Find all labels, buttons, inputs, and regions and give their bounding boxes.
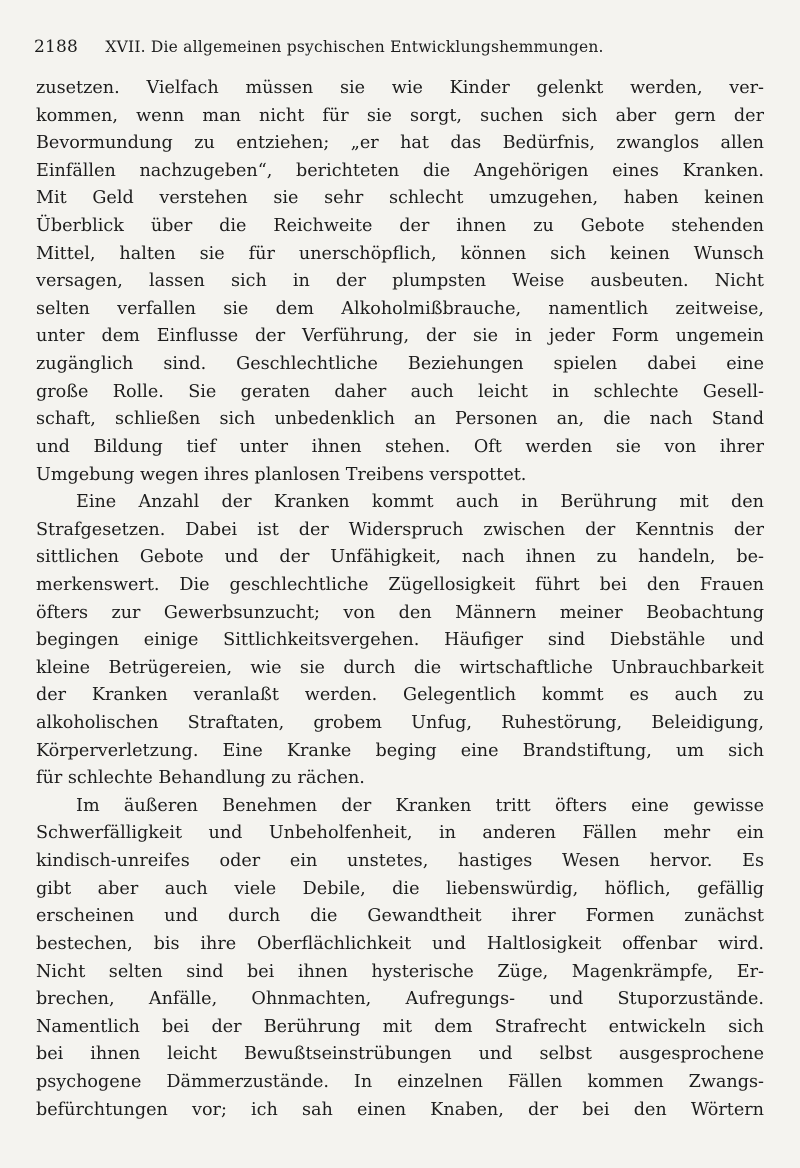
text-line: unter dem Einflusse der Verführung, der sie in jeder Form ungemein <box>36 326 764 347</box>
text-line: für schlechte Behandlung zu rächen. <box>36 768 365 789</box>
text-line: kleine Betrügereien, wie sie durch die wirtschaftliche Unbrauchbarkeit <box>36 657 764 678</box>
text-line: alkoholischen Straftaten, grobem Unfug, Ruhestörung, Beleidigung, <box>36 713 764 734</box>
text-line: Namentlich bei der Berührung mit dem Strafrecht entwickeln sich <box>36 1016 764 1037</box>
running-head <box>34 30 774 64</box>
text-line: versagen, lassen sich in der plumpsten Weise ausbeuten. Nicht <box>36 271 764 292</box>
text-line: zusetzen. Vielfach müssen sie wie Kinder gelenkt werden, ver- <box>36 78 764 98</box>
text-line: kommen, wenn man nicht für sie sorgt, suchen sich aber gern der <box>36 105 764 126</box>
text-line: bestechen, bis ihre Oberflächlichkeit und Haltlosigkeit offenbar wird. <box>36 933 764 954</box>
text-line: befürchtungen vor; ich sah einen Knaben, der bei den Wörtern <box>36 1099 764 1120</box>
text-line: selten verfallen sie dem Alkoholmißbrauche, namentlich zeitweise, <box>36 298 764 319</box>
text-line: schaft, schließen sich unbedenklich an Personen an, die nach Stand <box>36 409 764 430</box>
text-line: begingen einige Sittlichkeitsvergehen. Häufiger sind Diebstähle und <box>36 630 764 651</box>
text-line: Schwerfälligkeit und Unbeholfenheit, in anderen Fällen mehr ein <box>36 823 764 844</box>
text-line: brechen, Anfälle, Ohnmachten, Aufregungs- und Stuporzustände. <box>36 989 764 1010</box>
text-line: große Rolle. Sie geraten daher auch leicht in schlechte Gesell- <box>36 381 764 402</box>
text-line: sittlichen Gebote und der Unfähigkeit, nach ihnen zu handeln, be- <box>36 547 764 568</box>
text-line: psychogene Dämmerzustände. In einzelnen Fällen kommen Zwangs- <box>36 1071 764 1092</box>
text-line: Bevormundung zu entziehen; „er hat das Bedürfnis, zwanglos allen <box>36 133 764 154</box>
text-line: Körperverletzung. Eine Kranke beging eine Brandstiftung, um sich <box>36 740 764 761</box>
text-line: bei ihnen leicht Bewußtseinstrübungen und selbst ausgesprochene <box>36 1044 764 1065</box>
text-line: Einfällen nachzugeben“, berichteten die Angehörigen eines Kranken. <box>36 160 764 181</box>
text-line: öfters zur Gewerbsunzucht; von den Männern meiner Beobachtung <box>36 602 764 623</box>
text-line: der Kranken veranlaßt werden. Gelegentlich kommt es auch zu <box>36 685 764 706</box>
body-text <box>36 75 764 1124</box>
text-line: Umgebung wegen ihres planlosen Treibens verspottet. <box>36 464 527 485</box>
text-line: kindisch-unreifes oder ein unstetes, hastiges Wesen hervor. Es <box>36 851 764 872</box>
text-line: Mittel, halten sie für unerschöpflich, können sich keinen Wunsch <box>36 243 764 264</box>
text-line: merkenswert. Die geschlechtliche Zügellosigkeit führt bei den Frauen <box>36 574 764 595</box>
text-line: zugänglich sind. Geschlechtliche Beziehungen spielen dabei eine <box>36 354 764 375</box>
text-line: erscheinen und durch die Gewandtheit ihrer Formen zunächst <box>36 906 764 927</box>
page-number: 2188 <box>34 37 79 57</box>
text-line: Mit Geld verstehen sie sehr schlecht umzugehen, haben keinen <box>36 188 764 209</box>
text-line: Nicht selten sind bei ihnen hysterische Züge, Magenkrämpfe, Er- <box>36 961 764 982</box>
text-line: Eine Anzahl der Kranken kommt auch in Berührung mit den <box>76 492 764 513</box>
text-line: und Bildung tief unter ihnen stehen. Oft werden sie von ihrer <box>36 436 764 457</box>
text-line: Strafgesetzen. Dabei ist der Widerspruch zwischen der Kenntnis der <box>36 519 764 540</box>
text-line: Im äußeren Benehmen der Kranken tritt öfters eine gewisse <box>76 795 764 816</box>
running-title: XVII. Die allgemeinen psychischen Entwicklungshemmungen. <box>105 38 604 56</box>
text-line: gibt aber auch viele Debile, die liebenswürdig, höflich, gefällig <box>36 878 764 899</box>
text-line: Überblick über die Reichweite der ihnen zu Gebote stehenden <box>36 216 764 237</box>
